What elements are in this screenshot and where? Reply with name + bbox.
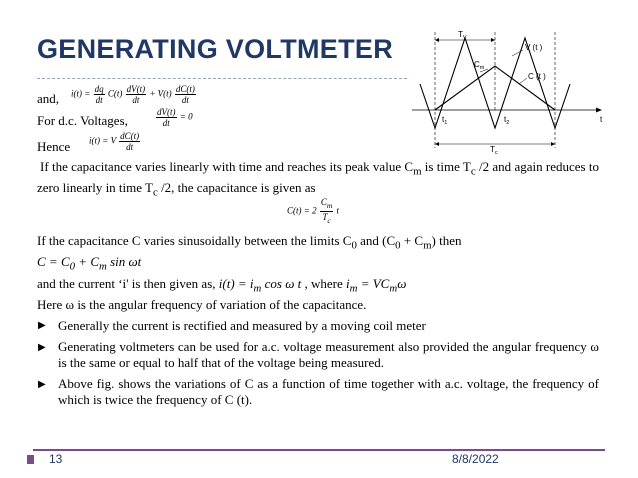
sinusoidal-capacitance-equation: $C = C_0 + C_m$ sin ωt	[37, 254, 142, 273]
bullet-item: Generating voltmeters can be used for a.c. voltage measurement also provided the angular frequency ω is the same or equal to half that of the voltage being measured.	[58, 339, 599, 370]
t2-label: $t_2$	[504, 115, 510, 126]
arrowhead-icon	[491, 38, 495, 42]
tc-label: $T_c$	[490, 145, 498, 156]
slide-date: 8/8/2022	[452, 452, 499, 466]
tv-label: $T_V$	[458, 30, 467, 41]
capacitance-equation: C(t) = 2 $\frac{C_m}{T_c}$ t	[287, 197, 340, 225]
bullet-arrow-icon: ▶	[38, 379, 46, 390]
dc-condition-equation: $\frac{dV(t)}{dt}$ = 0	[157, 107, 193, 128]
t-axis-label: t	[600, 115, 603, 124]
bullet-arrow-icon: ▶	[38, 342, 46, 353]
waveform-diagram	[408, 26, 608, 156]
arrowhead-icon	[551, 142, 555, 146]
paragraph-linear-capacitance: If the capacitance varies linearly with time and reaches its peak value $C_m$ is time $T_c$ /2 and again reduces to zero linearly in time $T_c$ /2, the capacitance is given as	[37, 159, 600, 199]
paragraph-current: and the current ‘i' is then given as, $i(t) = i_m$ cos ω t , where $i_m = VC_m\omega$	[37, 276, 407, 295]
arrowhead-icon	[435, 38, 439, 42]
vt-pointer	[512, 50, 523, 56]
ct-label: C (t )	[528, 72, 546, 81]
current-equation: i(t) = $\frac{dq}{dt}$ C(t) $\frac{dV(t)}{dt}$ + V(t) $\frac{dC(t)}{dt}$	[71, 84, 195, 105]
hence-equation: i(t) = V $\frac{dC(t)}{dt}$	[89, 131, 140, 152]
page-number: 13	[49, 452, 63, 466]
arrowhead-icon	[435, 142, 439, 146]
t1-label: $t_1$	[442, 115, 448, 126]
bullet-item: Above fig. shows the variations of C as a function of time together with a.c. voltage, the frequency of which is twice the frequency of C (t).	[58, 376, 599, 407]
hence-label: Hence	[37, 139, 71, 154]
footer-divider	[33, 449, 605, 451]
title-divider	[37, 78, 407, 79]
cm-label: $C_m$	[474, 60, 485, 71]
ct-pointer	[519, 78, 527, 84]
dc-voltages-label: For d.c. Voltages,	[37, 113, 128, 128]
and-label: and,	[37, 91, 60, 106]
bullet-arrow-icon: ▶	[38, 320, 46, 331]
time-axis-arrow-icon	[596, 108, 602, 113]
footer-marker	[27, 455, 34, 464]
vt-label: V (t )	[525, 43, 543, 52]
slide-title: GENERATING VOLTMETER	[37, 34, 393, 64]
paragraph-angular-frequency: Here ω is the angular frequency of variation of the capacitance.	[37, 297, 367, 312]
bullet-item: Generally the current is rectified and measured by a moving coil meter	[58, 318, 426, 333]
paragraph-sinusoidal-capacitance: If the capacitance C varies sinusoidally between the limits $C_0$ and $(C_0 + C_m)$ then	[37, 233, 462, 252]
